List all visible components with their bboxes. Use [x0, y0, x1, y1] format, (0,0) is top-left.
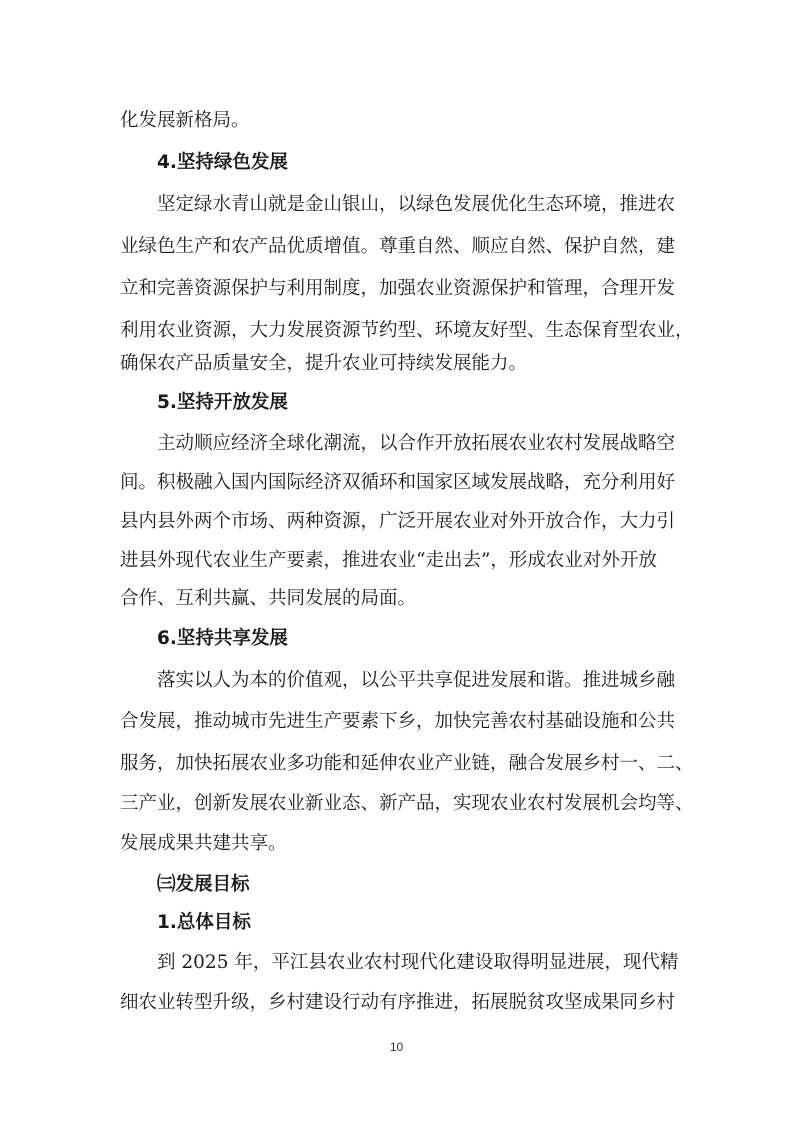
page-number: 10: [389, 1040, 404, 1054]
paragraph-line: 确保农产品质量安全，提升农业可持续发展能力。: [120, 353, 528, 374]
paragraph-line: 发展成果共建共享。: [120, 833, 287, 854]
section-heading-open: 5.坚持开放发展: [157, 392, 288, 413]
section-heading-green: 4.坚持绿色发展: [157, 152, 288, 173]
paragraph-line: 服务，加快拓展农业多功能和延伸农业产业链，融合发展乡村一、二、: [120, 753, 694, 774]
paragraph-line: 三产业，创新发展农业新业态、新产品，实现农业农村发展机会均等、: [120, 793, 694, 814]
paragraph-line: 合发展，推动城市先进生产要素下乡，加快完善农村基础设施和公共: [120, 711, 676, 732]
paragraph-line: 县内县外两个市场、两种资源，广泛开展农业对外开放合作，大力引: [120, 511, 676, 532]
paragraph-line: 化发展新格局。: [120, 110, 250, 131]
subheading-overall-goal: 1.总体目标: [157, 912, 251, 933]
paragraph-line: 细农业转型升级，乡村建设行动有序推进，拓展脱贫攻坚成果同乡村: [120, 992, 676, 1013]
paragraph-line: 合作、互利共赢、共同发展的局面。: [120, 588, 417, 609]
paragraph-line: 业绿色生产和农产品优质增值。尊重自然、顺应自然、保护自然，建: [120, 236, 676, 257]
paragraph-line: 落实以人为本的价值观，以公平共享促进发展和谐。推进城乡融: [157, 670, 676, 691]
paragraph-line: 立和完善资源保护与利用制度，加强农业资源保护和管理，合理开发: [120, 278, 676, 299]
paragraph-line: 利用农业资源，大力发展资源节约型、环境友好型、生态保育型农业，: [120, 320, 694, 341]
section-heading-goals: ㈢发展目标: [157, 874, 250, 895]
paragraph-line: 到 2025 年，平江县农业农村现代化建设取得明显进展，现代精: [157, 952, 679, 973]
paragraph-line: 进县外现代农业生产要素，推进农业“走出去”，形成农业对外开放: [120, 550, 657, 571]
paragraph-line: 主动顺应经济全球化潮流，以合作开放拓展农业农村发展战略空: [157, 433, 676, 454]
paragraph-line: 间。积极融入国内国际经济双循环和国家区域发展战略，充分利用好: [120, 472, 676, 493]
paragraph-line: 坚定绿水青山就是金山银山，以绿色发展优化生态环境，推进农: [157, 194, 676, 215]
section-heading-shared: 6.坚持共享发展: [157, 628, 288, 649]
